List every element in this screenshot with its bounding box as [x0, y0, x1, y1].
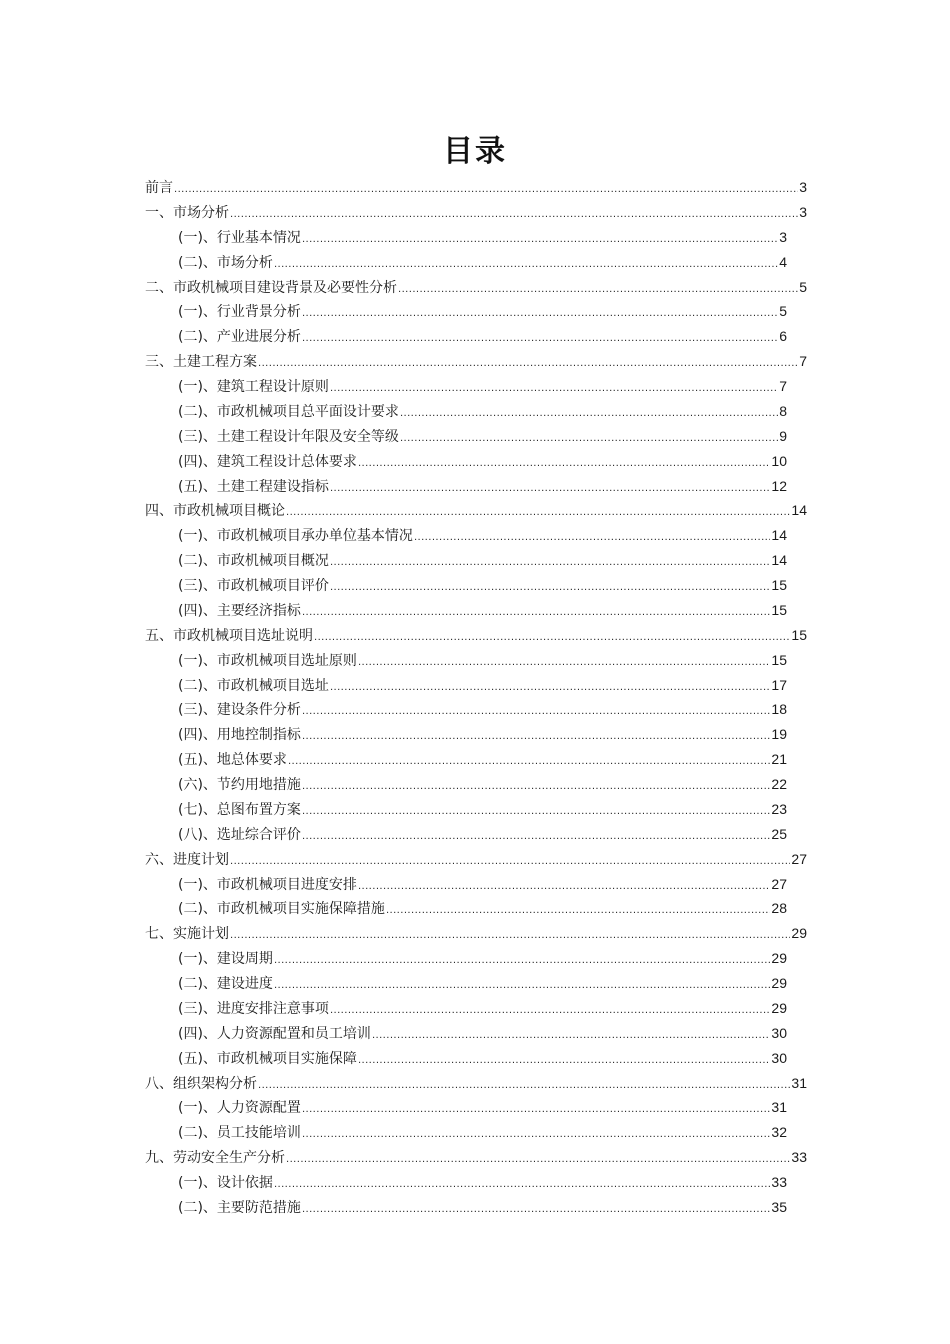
toc-entry-text: (三)、市政机械项目评价 [178, 578, 329, 594]
toc-entry-text: 七、实施计划 [145, 926, 229, 943]
toc-entry-text: (三)、土建工程设计年限及安全等级 [178, 428, 399, 445]
toc-entry[interactable] [145, 498, 807, 523]
toc-page-number: 17 [771, 676, 787, 693]
toc-entry[interactable] [145, 1120, 807, 1145]
toc-entry-text: (一)、市政机械项目选址原则 [178, 652, 357, 669]
toc-entry-text: (六)、节约用地措施 [178, 777, 301, 793]
toc-page-number: 3 [779, 228, 787, 245]
toc-entry-text: (一)、市政机械项目承办单位基本情况 [178, 528, 413, 545]
toc-page-number: 14 [771, 527, 787, 544]
toc-page-number: 21 [771, 751, 787, 768]
toc-entry-text: 八、组织架构分析 [145, 1075, 257, 1092]
toc-dot-leader [302, 1198, 770, 1223]
toc-entry[interactable] [145, 573, 807, 598]
toc-page-number: 9 [779, 427, 787, 444]
toc-dot-leader [302, 302, 778, 327]
toc-dot-leader [302, 601, 770, 626]
toc-page-number: 15 [791, 626, 807, 643]
toc-entry-text: (四)、人力资源配置和员工培训 [178, 1025, 371, 1042]
toc-entry[interactable] [145, 225, 807, 250]
toc-page-number: 3 [799, 179, 807, 195]
toc-entry[interactable] [145, 1095, 807, 1120]
toc-dot-leader [302, 1098, 770, 1123]
toc-entry-text: (一)、设计依据 [178, 1175, 273, 1191]
toc-page-number: 31 [791, 1074, 807, 1091]
toc-entry-text: (八)、选址综合评价 [178, 826, 301, 843]
toc-entry[interactable] [145, 896, 807, 921]
toc-page-number: 12 [771, 477, 787, 494]
toc-dot-leader [302, 700, 770, 725]
toc-page-number: 33 [771, 1174, 787, 1190]
toc-entry[interactable] [145, 623, 807, 648]
toc-page-number: 3 [799, 203, 807, 220]
toc-page-number: 25 [771, 825, 787, 842]
toc-dot-leader [302, 228, 778, 253]
toc-entry[interactable] [145, 424, 807, 449]
toc-page-number: 7 [779, 378, 787, 394]
toc-dot-leader [286, 1148, 790, 1173]
toc-entry[interactable] [145, 1071, 807, 1096]
toc-page-number: 6 [779, 328, 787, 345]
toc-dot-leader [330, 477, 770, 502]
toc-entry-text: 二、市政机械项目建设背景及必要性分析 [145, 279, 397, 296]
toc-entry[interactable] [145, 648, 807, 673]
toc-entry[interactable] [145, 374, 807, 399]
toc-page-number: 14 [771, 552, 787, 569]
toc-dot-leader [174, 178, 798, 203]
toc-dot-leader [358, 875, 770, 900]
toc-dot-leader [330, 576, 770, 601]
toc-dot-leader [274, 974, 770, 999]
toc-dot-leader [398, 278, 798, 303]
toc-page-number: 31 [771, 1099, 787, 1116]
toc-entry-text: 三、土建工程方案 [145, 354, 257, 371]
toc-entry-text: (五)、市政机械项目实施保障 [178, 1050, 357, 1067]
toc-entry-text: (五)、土建工程建设指标 [178, 478, 329, 495]
toc-page-number: 33 [791, 1149, 807, 1166]
toc-page-number: 19 [771, 726, 787, 743]
toc-page-number: 23 [771, 800, 787, 817]
toc-entry-text: (二)、市政机械项目总平面设计要求 [178, 403, 399, 420]
toc-dot-leader [400, 402, 778, 427]
toc-entry[interactable] [145, 523, 807, 548]
toc-entry[interactable] [145, 1021, 807, 1046]
toc-dot-leader [288, 750, 770, 775]
toc-entry-text: 五、市政机械项目选址说明 [145, 627, 313, 644]
toc-entry-text: 一、市场分析 [145, 204, 229, 221]
toc-entry[interactable] [145, 449, 807, 474]
toc-dot-leader [258, 352, 798, 377]
toc-dot-leader [358, 452, 770, 477]
toc-dot-leader [302, 775, 770, 800]
toc-page-number: 29 [791, 925, 807, 942]
toc-entry-text: (一)、市政机械项目进度安排 [178, 876, 357, 893]
toc-entry-text: (二)、市政机械项目实施保障措施 [178, 901, 385, 918]
toc-entry-text: (一)、行业背景分析 [178, 304, 301, 321]
toc-page-number: 7 [799, 353, 807, 370]
toc-entry-text: 前言 [145, 180, 173, 196]
toc-entry[interactable] [145, 921, 807, 946]
toc-entry[interactable] [145, 946, 807, 971]
toc-dot-leader [274, 253, 778, 278]
toc-entry-text: (五)、地总体要求 [178, 752, 287, 769]
toc-entry[interactable] [145, 250, 807, 275]
toc-entry[interactable] [145, 697, 807, 722]
toc-entry[interactable] [145, 1145, 807, 1170]
toc-entry[interactable] [145, 722, 807, 747]
toc-page-number: 10 [771, 452, 787, 469]
toc-entry[interactable] [145, 1046, 807, 1071]
toc-entry[interactable] [145, 275, 807, 300]
toc-entry[interactable] [145, 971, 807, 996]
toc-page-number: 18 [771, 701, 787, 718]
toc-entry-text: (二)、市政机械项目选址 [178, 677, 329, 694]
toc-entry-text: (七)、总图布置方案 [178, 801, 301, 818]
toc-entry[interactable] [145, 996, 807, 1021]
toc-dot-leader [330, 999, 770, 1024]
toc-dot-leader [386, 899, 770, 924]
toc-entry-text: 四、市政机械项目概论 [145, 503, 285, 520]
toc-entry-text: (一)、人力资源配置 [178, 1100, 301, 1117]
toc-page-number: 27 [771, 875, 787, 892]
toc-page-number: 15 [771, 601, 787, 618]
toc-dot-leader [302, 725, 770, 750]
toc-dot-leader [314, 626, 790, 651]
toc-page-number: 15 [771, 577, 787, 593]
toc-page-number: 22 [771, 776, 787, 792]
toc-entry[interactable] [145, 797, 807, 822]
toc-entry-text: (二)、主要防范措施 [178, 1199, 301, 1216]
toc-dot-leader [302, 1123, 770, 1148]
toc-page-number: 5 [799, 278, 807, 295]
toc-page-number: 5 [779, 303, 787, 320]
toc-entry-text: (二)、员工技能培训 [178, 1125, 301, 1142]
toc-entry-text: (二)、产业进展分析 [178, 329, 301, 346]
toc-page-number: 30 [771, 1024, 787, 1041]
toc-entry[interactable] [145, 772, 807, 797]
toc-page-number: 14 [791, 502, 807, 519]
toc-entry[interactable] [145, 324, 807, 349]
toc-page-number: 8 [779, 402, 787, 419]
toc-entry-text: (二)、市政机械项目概况 [178, 553, 329, 570]
toc-list [145, 175, 807, 1220]
toc-dot-leader [302, 327, 778, 352]
toc-entry[interactable] [145, 673, 807, 698]
toc-entry[interactable] [145, 1195, 807, 1220]
toc-page-number: 29 [771, 975, 787, 991]
toc-entry[interactable] [145, 1170, 807, 1195]
toc-dot-leader [414, 526, 770, 551]
toc-entry-text: (四)、建筑工程设计总体要求 [178, 453, 357, 470]
toc-entry-text: (一)、建筑工程设计原则 [178, 379, 329, 395]
toc-page-number: 4 [779, 253, 787, 270]
toc-entry[interactable] [145, 474, 807, 499]
toc-entry-text: 六、进度计划 [145, 851, 229, 868]
toc-dot-leader [302, 800, 770, 825]
toc-entry[interactable] [145, 548, 807, 573]
toc-entry[interactable] [145, 847, 807, 872]
toc-entry-text: (三)、建设条件分析 [178, 702, 301, 719]
toc-dot-leader [286, 501, 790, 526]
toc-page-number: 15 [771, 651, 787, 668]
toc-entry-text: 九、劳动安全生产分析 [145, 1150, 285, 1167]
toc-dot-leader [302, 825, 770, 850]
toc-dot-leader [230, 924, 790, 949]
toc-entry[interactable] [145, 822, 807, 847]
toc-entry[interactable] [145, 349, 807, 374]
toc-entry-text: (三)、进度安排注意事项 [178, 1000, 329, 1017]
toc-entry[interactable] [145, 299, 807, 324]
toc-dot-leader [258, 1074, 790, 1099]
toc-entry[interactable] [145, 200, 807, 225]
toc-dot-leader [274, 949, 770, 974]
toc-entry-text: (二)、市场分析 [178, 254, 273, 271]
toc-entry-text: (四)、用地控制指标 [178, 727, 301, 744]
toc-dot-leader [400, 427, 778, 452]
toc-entry[interactable] [145, 175, 807, 200]
toc-page-number: 29 [771, 999, 787, 1016]
toc-dot-leader [230, 203, 798, 228]
toc-entry[interactable] [145, 598, 807, 623]
toc-dot-leader [230, 850, 790, 875]
toc-page-number: 29 [771, 950, 787, 967]
toc-dot-leader [274, 1173, 770, 1198]
toc-page-number: 35 [771, 1198, 787, 1215]
toc-page-number: 27 [791, 850, 807, 867]
toc-entry-text: (二)、建设进度 [178, 976, 273, 992]
toc-dot-leader [358, 1049, 770, 1074]
toc-dot-leader [330, 676, 770, 701]
toc-title: 目录 [443, 134, 507, 169]
toc-entry-text: (一)、行业基本情况 [178, 229, 301, 246]
toc-entry[interactable] [145, 872, 807, 897]
toc-entry[interactable] [145, 399, 807, 424]
toc-entry[interactable] [145, 747, 807, 772]
toc-page-number: 30 [771, 1049, 787, 1066]
toc-dot-leader [330, 377, 778, 402]
toc-dot-leader [358, 651, 770, 676]
toc-dot-leader [330, 551, 770, 576]
toc-page-number: 28 [771, 900, 787, 917]
toc-dot-leader [372, 1024, 770, 1049]
toc-page-number: 32 [771, 1124, 787, 1141]
toc-entry-text: (一)、建设周期 [178, 951, 273, 968]
toc-entry-text: (四)、主要经济指标 [178, 602, 301, 619]
